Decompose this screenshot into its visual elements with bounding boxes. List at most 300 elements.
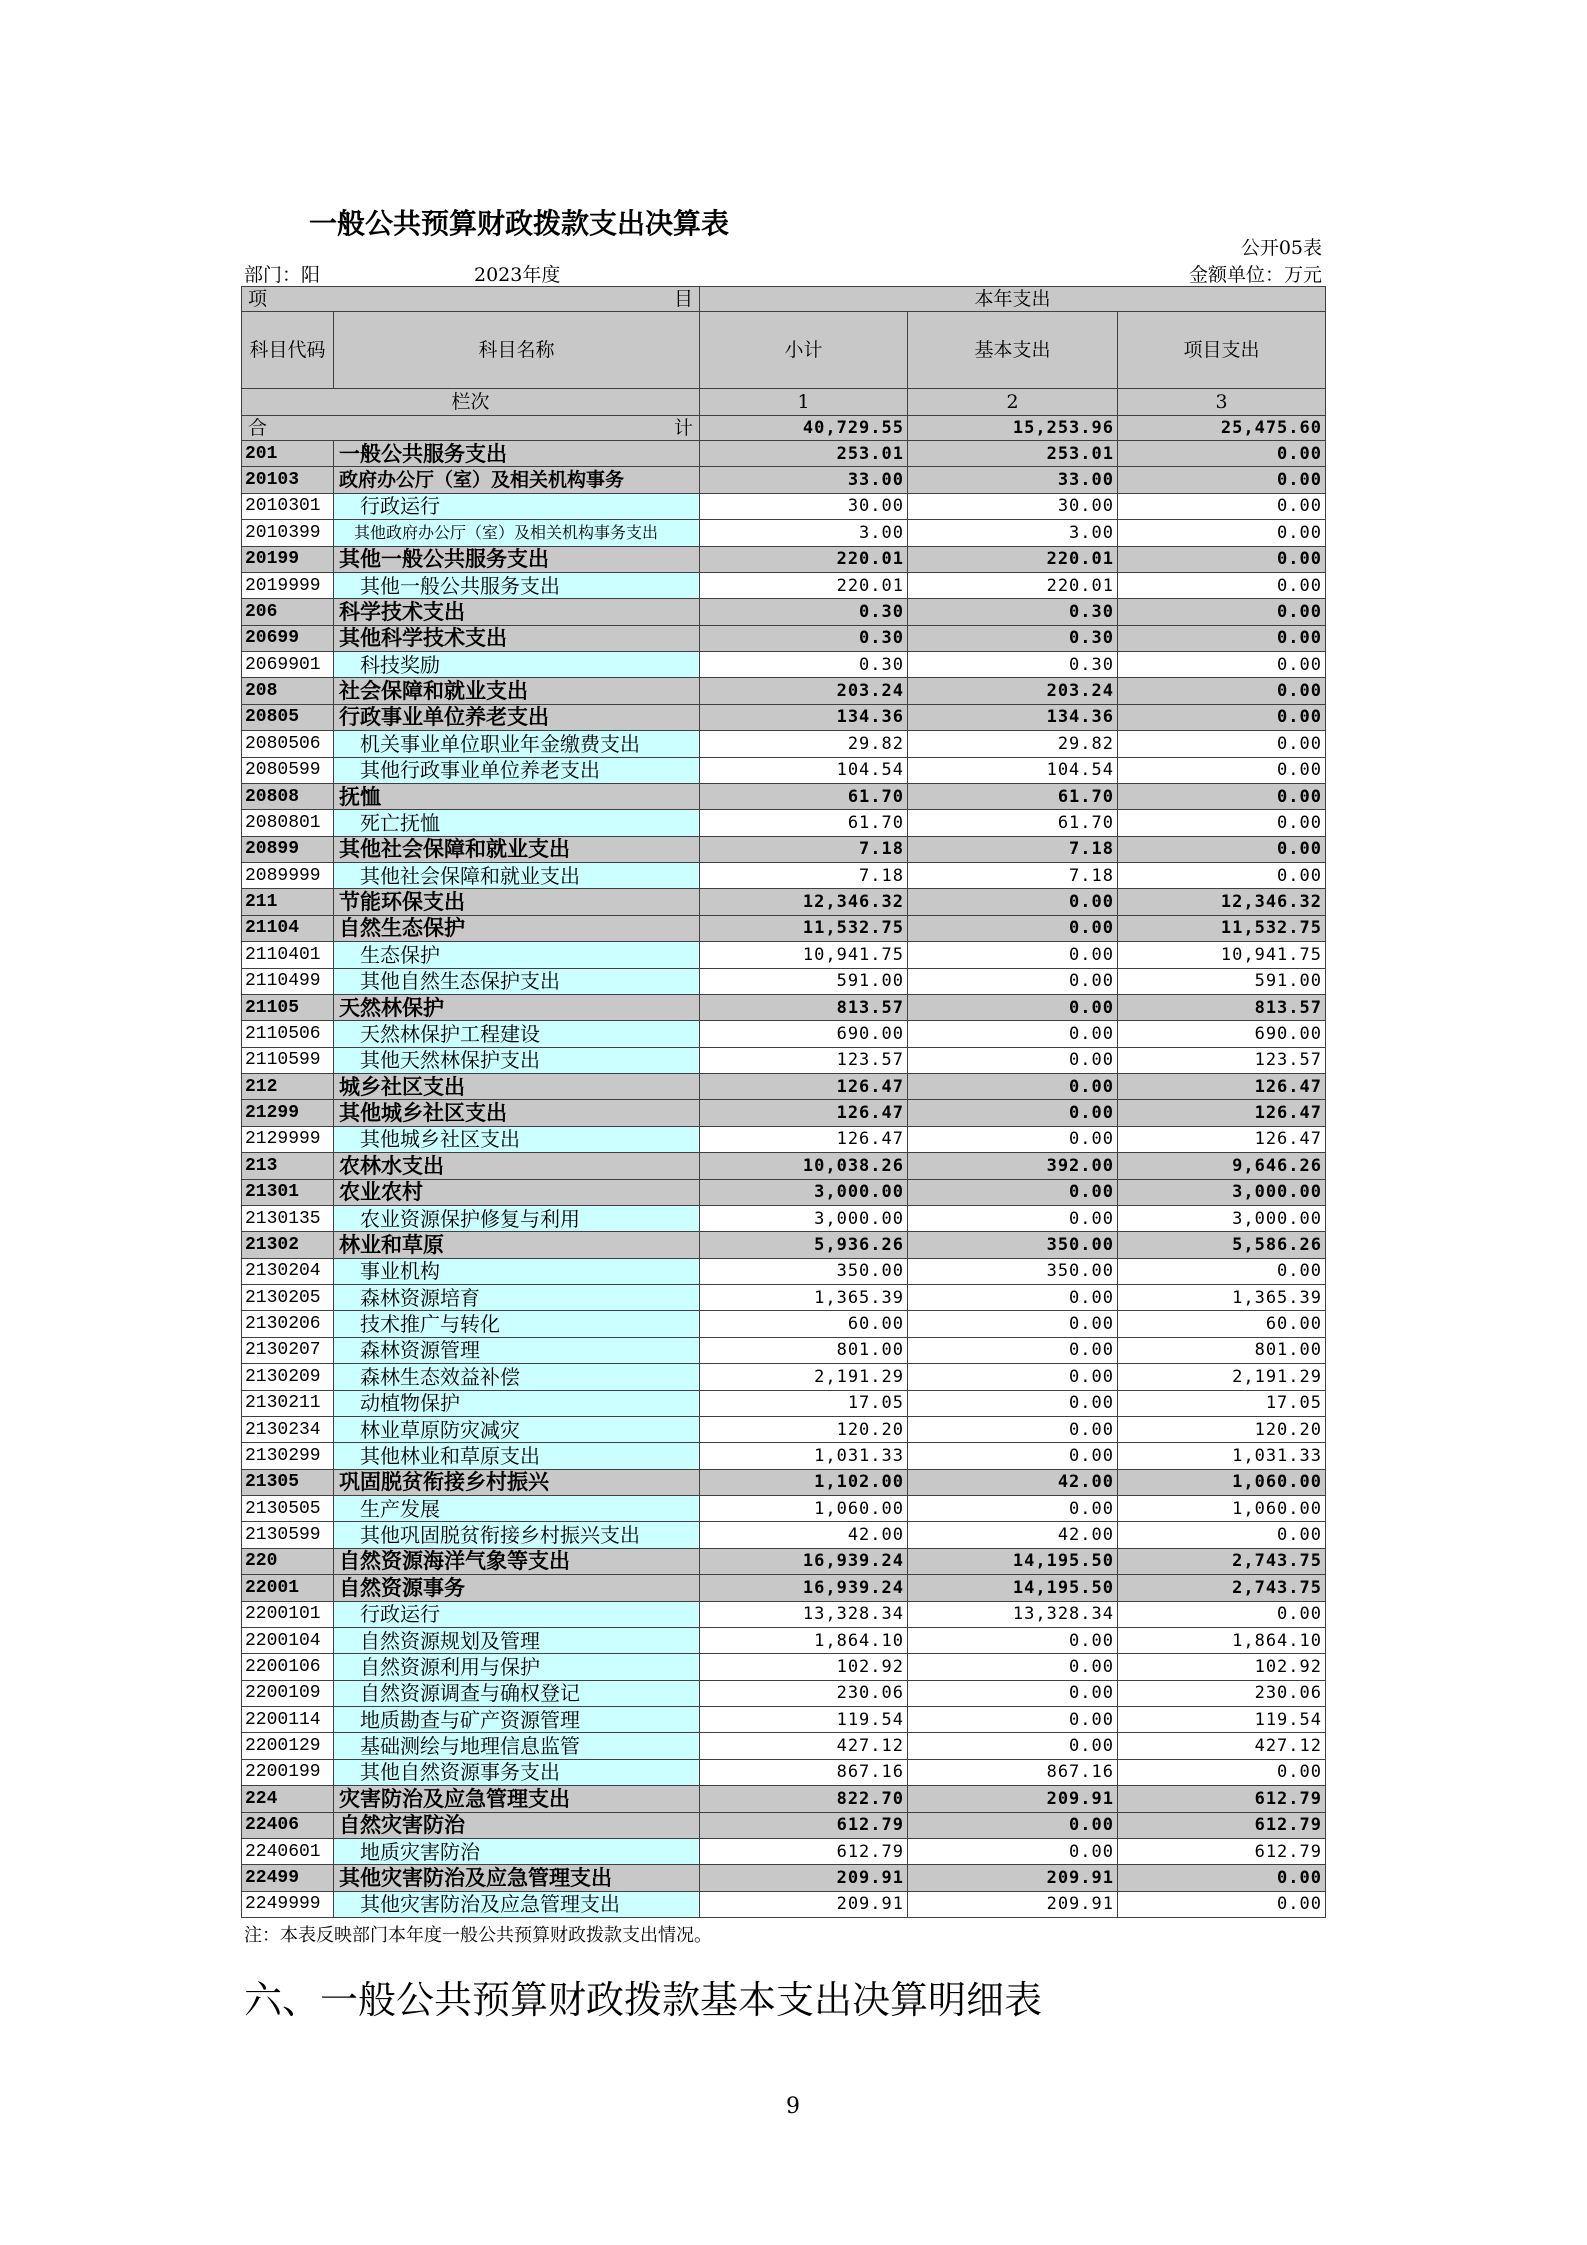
row-subtotal: 612.79 <box>700 1838 908 1864</box>
row-subtotal: 134.36 <box>700 704 908 730</box>
row-subtotal: 209.91 <box>700 1891 908 1917</box>
row-project: 0.00 <box>1118 1891 1326 1917</box>
row-subtotal: 801.00 <box>700 1337 908 1363</box>
row-basic: 42.00 <box>908 1522 1118 1548</box>
row-name: 其他天然林保护支出 <box>334 1047 700 1073</box>
row-code: 2080599 <box>242 757 334 783</box>
row-basic: 0.00 <box>908 889 1118 915</box>
row-subtotal: 42.00 <box>700 1522 908 1548</box>
row-basic: 0.00 <box>908 1390 1118 1416</box>
row-code: 2110506 <box>242 1021 334 1047</box>
row-project: 102.92 <box>1118 1654 1326 1680</box>
row-name: 其他城乡社区支出 <box>334 1100 700 1126</box>
row-project: 126.47 <box>1118 1100 1326 1126</box>
row-project: 0.00 <box>1118 678 1326 704</box>
row-subtotal: 2,191.29 <box>700 1364 908 1390</box>
header-name: 科目名称 <box>334 312 700 389</box>
row-name: 其他城乡社区支出 <box>334 1126 700 1152</box>
row-basic: 104.54 <box>908 757 1118 783</box>
table-row <box>242 1443 1326 1469</box>
table-row <box>242 1416 1326 1442</box>
row-name: 动植物保护 <box>334 1390 700 1416</box>
row-code: 2130207 <box>242 1337 334 1363</box>
row-code: 20805 <box>242 704 334 730</box>
row-code: 2200114 <box>242 1707 334 1733</box>
row-code: 2200199 <box>242 1759 334 1785</box>
row-project: 126.47 <box>1118 1126 1326 1152</box>
row-project: 0.00 <box>1118 625 1326 651</box>
row-name: 行政运行 <box>334 493 700 519</box>
table-row <box>242 1601 1326 1627</box>
row-subtotal: 813.57 <box>700 994 908 1020</box>
total-subtotal: 40,729.55 <box>700 416 908 441</box>
row-project: 17.05 <box>1118 1390 1326 1416</box>
row-code: 2200106 <box>242 1654 334 1680</box>
row-basic: 209.91 <box>908 1865 1118 1891</box>
amount-unit: 金额单位：万元 <box>1188 264 1322 286</box>
row-basic: 0.00 <box>908 1179 1118 1205</box>
table-row <box>242 1707 1326 1733</box>
row-subtotal: 13,328.34 <box>700 1601 908 1627</box>
row-code: 2130505 <box>242 1496 334 1522</box>
row-subtotal: 29.82 <box>700 731 908 757</box>
row-basic: 0.00 <box>908 1443 1118 1469</box>
row-subtotal: 3,000.00 <box>700 1179 908 1205</box>
row-name: 其他林业和草原支出 <box>334 1443 700 1469</box>
row-project: 0.00 <box>1118 441 1326 467</box>
row-code: 208 <box>242 678 334 704</box>
row-project: 123.57 <box>1118 1047 1326 1073</box>
row-name: 其他巩固脱贫衔接乡村振兴支出 <box>334 1522 700 1548</box>
row-code: 22499 <box>242 1865 334 1891</box>
row-basic: 42.00 <box>908 1469 1118 1495</box>
header-code: 科目代码 <box>242 312 334 389</box>
column-index-row <box>242 389 1326 416</box>
table-row <box>242 889 1326 915</box>
row-subtotal: 0.30 <box>700 599 908 625</box>
header-subtotal: 小计 <box>700 312 908 389</box>
row-project: 0.00 <box>1118 783 1326 809</box>
department-label: 部门：阳 <box>244 264 321 286</box>
row-code: 2130299 <box>242 1443 334 1469</box>
row-subtotal: 253.01 <box>700 441 908 467</box>
row-name: 基础测绘与地理信息监管 <box>334 1733 700 1759</box>
table-row <box>242 1285 1326 1311</box>
row-project: 0.00 <box>1118 1522 1326 1548</box>
row-subtotal: 61.70 <box>700 810 908 836</box>
table-row <box>242 493 1326 519</box>
row-basic: 3.00 <box>908 520 1118 546</box>
row-name: 天然林保护工程建设 <box>334 1021 700 1047</box>
row-basic: 134.36 <box>908 704 1118 730</box>
row-code: 2130205 <box>242 1285 334 1311</box>
row-name: 其他政府办公厅（室）及相关机构事务支出 <box>334 520 700 546</box>
table-row <box>242 1205 1326 1231</box>
total-label-left: 合 <box>248 417 268 439</box>
row-subtotal: 12,346.32 <box>700 889 908 915</box>
row-code: 2130206 <box>242 1311 334 1337</box>
row-subtotal: 230.06 <box>700 1680 908 1706</box>
table-row <box>242 1232 1326 1258</box>
table-row <box>242 1311 1326 1337</box>
row-name: 其他一般公共服务支出 <box>334 546 700 572</box>
table-row <box>242 994 1326 1020</box>
row-name: 地质勘查与矿产资源管理 <box>334 1707 700 1733</box>
table-row <box>242 1100 1326 1126</box>
table-row <box>242 1047 1326 1073</box>
row-project: 0.00 <box>1118 599 1326 625</box>
table-row <box>242 625 1326 651</box>
row-basic: 0.00 <box>908 1047 1118 1073</box>
row-subtotal: 11,532.75 <box>700 915 908 941</box>
row-project: 0.00 <box>1118 1601 1326 1627</box>
row-subtotal: 33.00 <box>700 467 908 493</box>
row-subtotal: 16,939.24 <box>700 1548 908 1574</box>
row-basic: 61.70 <box>908 810 1118 836</box>
row-basic: 0.30 <box>908 652 1118 678</box>
row-name: 事业机构 <box>334 1258 700 1284</box>
table-row <box>242 915 1326 941</box>
table-row <box>242 599 1326 625</box>
row-project: 0.00 <box>1118 704 1326 730</box>
row-project: 12,346.32 <box>1118 889 1326 915</box>
table-row <box>242 520 1326 546</box>
table-row <box>242 1759 1326 1785</box>
row-subtotal: 10,038.26 <box>700 1153 908 1179</box>
row-basic: 0.00 <box>908 1126 1118 1152</box>
table-row <box>242 1786 1326 1812</box>
row-name: 死亡抚恤 <box>334 810 700 836</box>
row-subtotal: 209.91 <box>700 1865 908 1891</box>
row-project: 612.79 <box>1118 1812 1326 1838</box>
table-row <box>242 1074 1326 1100</box>
row-subtotal: 120.20 <box>700 1416 908 1442</box>
form-number: 公开05表 <box>1240 237 1322 259</box>
row-subtotal: 5,936.26 <box>700 1232 908 1258</box>
table-row <box>242 1812 1326 1838</box>
row-name: 天然林保护 <box>334 994 700 1020</box>
row-project: 9,646.26 <box>1118 1153 1326 1179</box>
fiscal-year: 2023年度 <box>474 264 561 286</box>
header-item-right: 目 <box>673 288 693 310</box>
row-project: 0.00 <box>1118 810 1326 836</box>
row-basic: 0.00 <box>908 1416 1118 1442</box>
row-name: 科学技术支出 <box>334 599 700 625</box>
row-code: 2129999 <box>242 1126 334 1152</box>
row-subtotal: 126.47 <box>700 1074 908 1100</box>
row-code: 212 <box>242 1074 334 1100</box>
row-name: 一般公共服务支出 <box>334 441 700 467</box>
table-row <box>242 1522 1326 1548</box>
row-subtotal: 119.54 <box>700 1707 908 1733</box>
row-code: 201 <box>242 441 334 467</box>
table-row <box>242 1179 1326 1205</box>
row-basic: 392.00 <box>908 1153 1118 1179</box>
row-name: 其他自然资源事务支出 <box>334 1759 700 1785</box>
row-name: 其他社会保障和就业支出 <box>334 836 700 862</box>
row-project: 11,532.75 <box>1118 915 1326 941</box>
row-name: 其他灾害防治及应急管理支出 <box>334 1865 700 1891</box>
row-project: 2,743.75 <box>1118 1548 1326 1574</box>
row-basic: 0.00 <box>908 942 1118 968</box>
row-subtotal: 1,031.33 <box>700 1443 908 1469</box>
total-project: 25,475.60 <box>1118 416 1326 441</box>
row-name: 自然生态保护 <box>334 915 700 941</box>
row-name: 其他一般公共服务支出 <box>334 572 700 598</box>
row-subtotal: 1,365.39 <box>700 1285 908 1311</box>
row-name: 农林水支出 <box>334 1153 700 1179</box>
table-row <box>242 467 1326 493</box>
row-basic: 350.00 <box>908 1258 1118 1284</box>
table-row <box>242 704 1326 730</box>
row-basic: 0.30 <box>908 599 1118 625</box>
row-project: 126.47 <box>1118 1074 1326 1100</box>
row-subtotal: 591.00 <box>700 968 908 994</box>
row-name: 节能环保支出 <box>334 889 700 915</box>
header-item-left: 项 <box>248 288 268 310</box>
row-basic: 867.16 <box>908 1759 1118 1785</box>
row-code: 2080801 <box>242 810 334 836</box>
row-code: 20699 <box>242 625 334 651</box>
table-row <box>242 678 1326 704</box>
table-row <box>242 1496 1326 1522</box>
row-name: 森林资源管理 <box>334 1337 700 1363</box>
table-row <box>242 1733 1326 1759</box>
row-basic: 0.00 <box>908 1285 1118 1311</box>
row-basic: 14,195.50 <box>908 1575 1118 1601</box>
row-basic: 220.01 <box>908 546 1118 572</box>
row-subtotal: 17.05 <box>700 1390 908 1416</box>
row-basic: 350.00 <box>908 1232 1118 1258</box>
row-basic: 0.00 <box>908 1680 1118 1706</box>
row-basic: 0.00 <box>908 1205 1118 1231</box>
row-subtotal: 203.24 <box>700 678 908 704</box>
row-name: 自然资源规划及管理 <box>334 1627 700 1653</box>
row-subtotal: 126.47 <box>700 1100 908 1126</box>
row-subtotal: 220.01 <box>700 572 908 598</box>
row-basic: 13,328.34 <box>908 1601 1118 1627</box>
row-subtotal: 427.12 <box>700 1733 908 1759</box>
row-code: 2130204 <box>242 1258 334 1284</box>
row-project: 0.00 <box>1118 757 1326 783</box>
row-code: 211 <box>242 889 334 915</box>
table-row <box>242 1891 1326 1917</box>
row-name: 自然资源利用与保护 <box>334 1654 700 1680</box>
row-project: 0.00 <box>1118 1759 1326 1785</box>
table-row <box>242 1337 1326 1363</box>
row-basic: 7.18 <box>908 863 1118 889</box>
row-code: 2200109 <box>242 1680 334 1706</box>
row-project: 0.00 <box>1118 546 1326 572</box>
table-row <box>242 1838 1326 1864</box>
row-name: 其他灾害防治及应急管理支出 <box>334 1891 700 1917</box>
row-basic: 0.00 <box>908 1654 1118 1680</box>
row-basic: 0.30 <box>908 625 1118 651</box>
row-project: 60.00 <box>1118 1311 1326 1337</box>
row-basic: 209.91 <box>908 1786 1118 1812</box>
row-name: 科技奖励 <box>334 652 700 678</box>
row-subtotal: 0.30 <box>700 652 908 678</box>
row-project: 0.00 <box>1118 572 1326 598</box>
row-name: 自然灾害防治 <box>334 1812 700 1838</box>
row-name: 林业和草原 <box>334 1232 700 1258</box>
total-label-right: 计 <box>673 417 693 439</box>
row-subtotal: 350.00 <box>700 1258 908 1284</box>
row-name: 自然资源事务 <box>334 1575 700 1601</box>
row-code: 21105 <box>242 994 334 1020</box>
row-subtotal: 3,000.00 <box>700 1205 908 1231</box>
row-project: 5,586.26 <box>1118 1232 1326 1258</box>
row-code: 2080506 <box>242 731 334 757</box>
row-basic: 30.00 <box>908 493 1118 519</box>
row-name: 自然资源调查与确权登记 <box>334 1680 700 1706</box>
row-name: 行政事业单位养老支出 <box>334 704 700 730</box>
row-name: 机关事业单位职业年金缴费支出 <box>334 731 700 757</box>
row-basic: 61.70 <box>908 783 1118 809</box>
table-row <box>242 810 1326 836</box>
row-subtotal: 3.00 <box>700 520 908 546</box>
table-row <box>242 1153 1326 1179</box>
row-name: 灾害防治及应急管理支出 <box>334 1786 700 1812</box>
header-project: 项目支出 <box>1118 312 1326 389</box>
row-name: 其他科学技术支出 <box>334 625 700 651</box>
row-code: 2089999 <box>242 863 334 889</box>
row-project: 591.00 <box>1118 968 1326 994</box>
row-project: 2,191.29 <box>1118 1364 1326 1390</box>
row-code: 2240601 <box>242 1838 334 1864</box>
row-project: 690.00 <box>1118 1021 1326 1047</box>
table-note: 注：本表反映部门本年度一般公共预算财政拨款支出情况。 <box>244 1925 712 1946</box>
row-code: 2200104 <box>242 1627 334 1653</box>
table-row <box>242 1469 1326 1495</box>
row-name: 地质灾害防治 <box>334 1838 700 1864</box>
row-name: 其他社会保障和就业支出 <box>334 863 700 889</box>
row-project: 0.00 <box>1118 836 1326 862</box>
row-name: 城乡社区支出 <box>334 1074 700 1100</box>
row-code: 21305 <box>242 1469 334 1495</box>
header-item-cell <box>242 287 700 312</box>
row-code: 2069901 <box>242 652 334 678</box>
row-name: 林业草原防灾减灾 <box>334 1416 700 1442</box>
table-row <box>242 441 1326 467</box>
row-subtotal: 7.18 <box>700 863 908 889</box>
row-name: 其他行政事业单位养老支出 <box>334 757 700 783</box>
row-code: 2010399 <box>242 520 334 546</box>
row-project: 0.00 <box>1118 1258 1326 1284</box>
row-project: 1,365.39 <box>1118 1285 1326 1311</box>
table-row <box>242 1364 1326 1390</box>
row-basic: 29.82 <box>908 731 1118 757</box>
row-name: 森林生态效益补偿 <box>334 1364 700 1390</box>
row-subtotal: 16,939.24 <box>700 1575 908 1601</box>
row-name: 生态保护 <box>334 942 700 968</box>
row-subtotal: 102.92 <box>700 1654 908 1680</box>
row-basic: 0.00 <box>908 1100 1118 1126</box>
row-subtotal: 612.79 <box>700 1812 908 1838</box>
column-index-3: 3 <box>1118 389 1326 416</box>
row-subtotal: 690.00 <box>700 1021 908 1047</box>
row-basic: 0.00 <box>908 1074 1118 1100</box>
row-code: 20808 <box>242 783 334 809</box>
row-project: 612.79 <box>1118 1838 1326 1864</box>
row-code: 206 <box>242 599 334 625</box>
row-code: 21301 <box>242 1179 334 1205</box>
total-label-cell <box>242 416 700 441</box>
row-code: 2130135 <box>242 1205 334 1231</box>
row-basic: 0.00 <box>908 1707 1118 1733</box>
row-code: 2110499 <box>242 968 334 994</box>
row-subtotal: 867.16 <box>700 1759 908 1785</box>
row-project: 0.00 <box>1118 493 1326 519</box>
total-row <box>242 416 1326 441</box>
row-basic: 0.00 <box>908 915 1118 941</box>
table-row <box>242 1258 1326 1284</box>
row-code: 2200129 <box>242 1733 334 1759</box>
row-basic: 33.00 <box>908 467 1118 493</box>
row-name: 行政运行 <box>334 1601 700 1627</box>
row-basic: 203.24 <box>908 678 1118 704</box>
row-code: 220 <box>242 1548 334 1574</box>
row-code: 21299 <box>242 1100 334 1126</box>
row-code: 2130599 <box>242 1522 334 1548</box>
row-name: 农业农村 <box>334 1179 700 1205</box>
row-basic: 253.01 <box>908 441 1118 467</box>
row-subtotal: 7.18 <box>700 836 908 862</box>
row-project: 0.00 <box>1118 1865 1326 1891</box>
row-project: 1,031.33 <box>1118 1443 1326 1469</box>
row-basic: 0.00 <box>908 1627 1118 1653</box>
row-name: 其他自然生态保护支出 <box>334 968 700 994</box>
table-row <box>242 968 1326 994</box>
row-basic: 0.00 <box>908 1337 1118 1363</box>
row-basic: 0.00 <box>908 1812 1118 1838</box>
row-code: 2110401 <box>242 942 334 968</box>
row-basic: 209.91 <box>908 1891 1118 1917</box>
row-name: 生产发展 <box>334 1496 700 1522</box>
row-code: 2130209 <box>242 1364 334 1390</box>
row-code: 20899 <box>242 836 334 862</box>
row-subtotal: 123.57 <box>700 1047 908 1073</box>
row-code: 2019999 <box>242 572 334 598</box>
next-section-heading: 六、一般公共预算财政拨款基本支出决算明细表 <box>244 1978 1043 2022</box>
row-name: 巩固脱贫衔接乡村振兴 <box>334 1469 700 1495</box>
row-project: 120.20 <box>1118 1416 1326 1442</box>
row-project: 0.00 <box>1118 652 1326 678</box>
column-index-1: 1 <box>700 389 908 416</box>
table-row <box>242 546 1326 572</box>
table-row <box>242 1654 1326 1680</box>
row-project: 813.57 <box>1118 994 1326 1020</box>
row-subtotal: 61.70 <box>700 783 908 809</box>
table-row <box>242 1865 1326 1891</box>
row-project: 0.00 <box>1118 863 1326 889</box>
header-current-year: 本年支出 <box>700 287 1326 312</box>
row-project: 0.00 <box>1118 731 1326 757</box>
table-row <box>242 1575 1326 1601</box>
row-subtotal: 126.47 <box>700 1126 908 1152</box>
row-basic: 220.01 <box>908 572 1118 598</box>
table-row <box>242 1126 1326 1152</box>
table-row <box>242 836 1326 862</box>
table-row <box>242 652 1326 678</box>
table-row <box>242 1390 1326 1416</box>
total-basic: 15,253.96 <box>908 416 1118 441</box>
row-code: 22406 <box>242 1812 334 1838</box>
column-index-label: 栏次 <box>242 389 700 416</box>
row-subtotal: 104.54 <box>700 757 908 783</box>
row-code: 2249999 <box>242 1891 334 1917</box>
expenditure-table <box>241 286 1326 1918</box>
